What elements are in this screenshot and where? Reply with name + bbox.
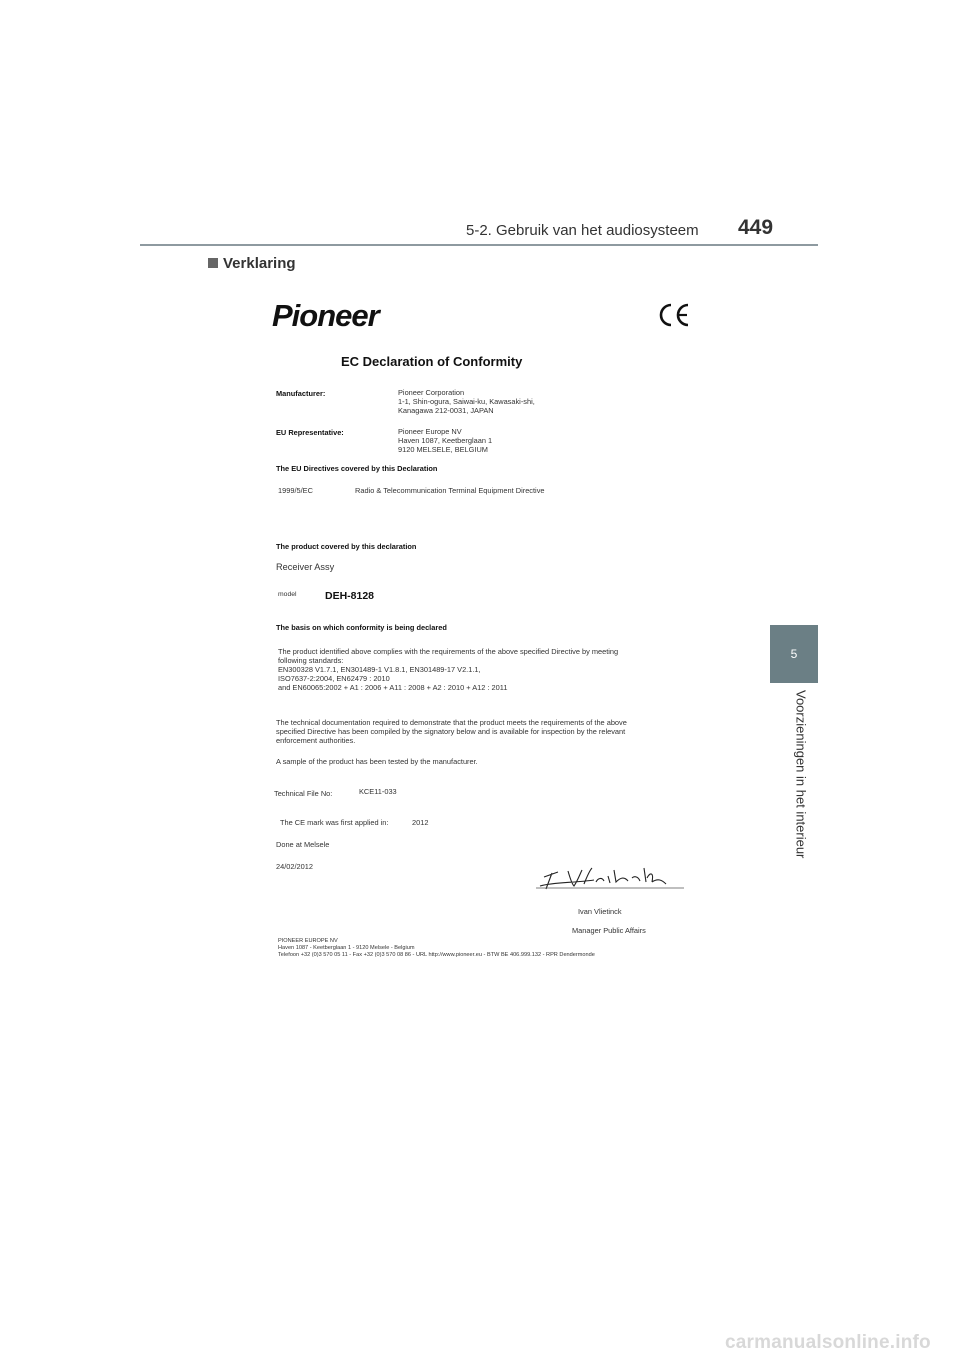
signing-date: 24/02/2012 (276, 862, 313, 871)
square-bullet-icon (208, 258, 218, 268)
basis-line: following standards: (278, 656, 344, 665)
directive-code: 1999/5/EC (278, 486, 313, 495)
company-footer-line: Haven 1087 - Keetberglaan 1 - 9120 Melsele - Belgium (278, 945, 415, 951)
technical-doc-line: enforcement authorities. (276, 736, 356, 745)
section-heading (208, 255, 296, 272)
basis-line: EN300328 V1.7.1, EN301489-1 V1.8.1, EN301489-17 V2.1.1, (278, 665, 481, 674)
header-divider (140, 244, 818, 246)
directives-heading: The EU Directives covered by this Declaration (276, 464, 438, 473)
ce-mark-icon (657, 302, 691, 328)
product-heading: The product covered by this declaration (276, 542, 417, 551)
declaration-document (262, 290, 702, 970)
directive-name: Radio & Telecommunication Terminal Equipment Directive (355, 486, 545, 495)
chapter-side-label-text: Voorzieningen in het interieur (793, 690, 809, 859)
pioneer-logo-text: Pioneer (272, 298, 379, 332)
eu-representative-line: Haven 1087, Keetberglaan 1 (398, 436, 493, 445)
eu-representative-line: Pioneer Europe NV (398, 427, 462, 436)
manufacturer-line: 1-1, Shin-ogura, Saiwai-ku, Kawasaki-shi, (398, 397, 535, 406)
header-section-title: 5-2. Gebruik van het audiosysteem (466, 222, 699, 239)
signatory-title: Manager Public Affairs (572, 926, 646, 935)
site-watermark: carmanualsonline.info (725, 1332, 931, 1353)
declaration-title: EC Declaration of Conformity (341, 354, 523, 369)
ce-applied-label: The CE mark was first applied in: (280, 818, 389, 827)
technical-file-label: Technical File No: (274, 789, 333, 798)
model-label: model (278, 591, 297, 598)
manufacturer-label: Manufacturer: (276, 389, 326, 398)
model-value: DEH-8128 (325, 590, 375, 602)
product-name: Receiver Assy (276, 562, 335, 572)
basis-heading: The basis on which conformity is being declared (276, 623, 447, 632)
technical-doc-line: The technical documentation required to demonstrate that the product meets the requirements of the above (276, 718, 627, 727)
place-of-signing: Done at Melsele (276, 840, 330, 849)
pioneer-logo (272, 298, 452, 332)
company-footer-line: Telefoon +32 (0)3 570 05 11 - Fax +32 (0)3 570 08 86 - URL http://www.pioneer.eu - BTW BE 406.999.132 - RPR Dendermonde (278, 952, 595, 958)
section-heading-text: Verklaring (223, 255, 296, 272)
handwritten-signature-icon (534, 858, 686, 894)
eu-representative-line: 9120 MELSELE, BELGIUM (398, 445, 488, 454)
sample-statement: A sample of the product has been tested by the manufacturer. (276, 757, 478, 766)
signatory-name: Ivan Vlietinck (578, 907, 622, 916)
page-number: 449 (738, 216, 774, 239)
company-footer-line: PIONEER EUROPE NV (278, 938, 338, 944)
manufacturer-line: Kanagawa 212-0031, JAPAN (398, 406, 494, 415)
ce-applied-value: 2012 (412, 818, 429, 827)
eu-representative-label: EU Representative: (276, 428, 344, 437)
technical-doc-line: specified Directive has been compiled by the signatory below and is available for inspection by the relevant (276, 727, 626, 736)
chapter-side-label (760, 690, 830, 890)
basis-line: ISO7637-2:2004, EN62479 : 2010 (278, 674, 390, 683)
chapter-tab[interactable]: 5 (770, 625, 818, 683)
basis-line: and EN60065:2002 + A1 : 2006 + A11 : 2008 + A2 : 2010 + A12 : 2011 (278, 683, 508, 692)
technical-file-value: KCE11-033 (359, 787, 397, 796)
basis-line: The product identified above complies with the requirements of the above specified Directive by meeting (278, 647, 619, 656)
manufacturer-line: Pioneer Corporation (398, 388, 465, 397)
